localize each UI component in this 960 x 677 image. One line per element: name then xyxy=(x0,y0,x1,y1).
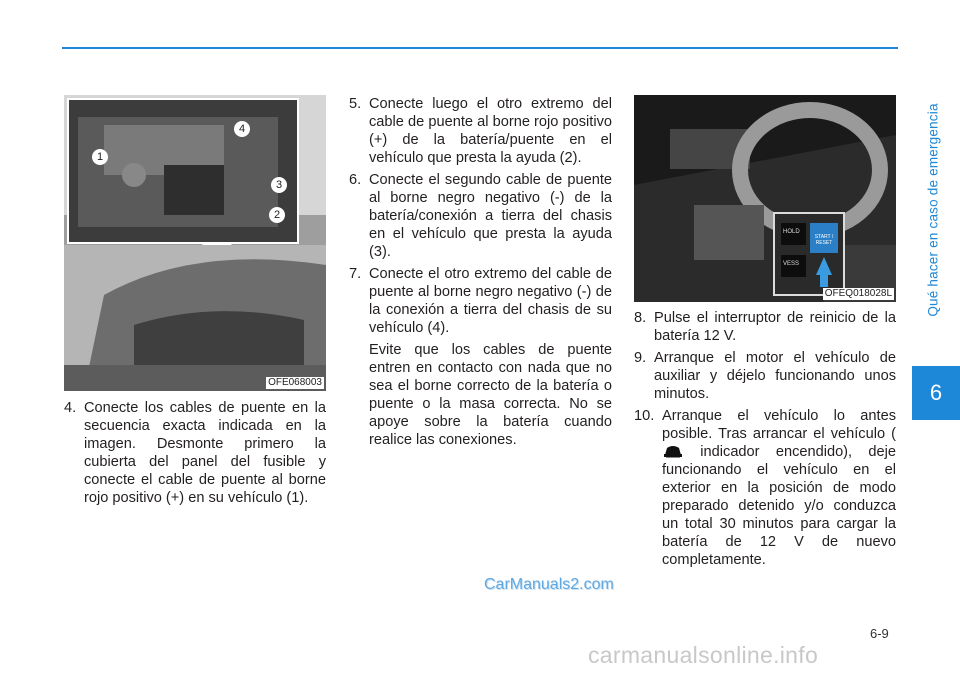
vess-button-label: VESS xyxy=(783,261,800,267)
column-3 xyxy=(634,309,896,573)
chapter-tab[interactable]: 6 xyxy=(912,366,960,420)
caution-note: Evite que los cables de puente entren en contacto con nada que no sea el borne correcto de la batería o puente o la masa correcta. No se apoye sobre la batería cuando realice las conexiones. xyxy=(369,342,612,448)
engine-bay-figure xyxy=(64,95,326,391)
column-2 xyxy=(349,95,612,449)
dashboard-figure xyxy=(634,95,896,302)
step-7: 7. Conecte el otro extremo del cable de puente al borne negro negativo (-) de la conexión a tierra del chasis de su vehículo (4). xyxy=(349,266,612,336)
step-5: 5. Conecte luego el otro extremo del cable de puente al borne rojo positivo (+) de la batería/puente en el vehículo que presta la ayuda (2). xyxy=(349,96,612,166)
dashboard-illustration xyxy=(634,95,896,302)
step-4: 4. Conecte los cables de puente en la secuencia exacta indicada en la imagen. Desmonte primero la cubierta del panel del fusible y conecte el cable de puente al borne rojo positivo (+) en su vehículo (1). xyxy=(64,400,326,506)
column-1 xyxy=(64,399,326,511)
marker-4: 4 xyxy=(234,121,250,137)
step-10: 10. Arranque el vehículo lo antes posible. Tras arrancar el vehículo ( indicador encendido), deje funcionando el vehículo en el exterior en la posición de modo preparado detenido y/o conduzca un total 30 minutos para cargar la batería de 12 V de nuevo completamente. xyxy=(634,408,896,568)
figure-code: OFE068003 xyxy=(268,377,322,388)
hold-button-label: HOLD xyxy=(783,229,800,235)
marker-1: 1 xyxy=(92,149,108,165)
section-side-title: Qué hacer en caso de emergencia xyxy=(925,103,941,317)
marker-2: 2 xyxy=(269,207,285,223)
figure-code: OFEQ018028L xyxy=(824,288,892,299)
start-reset-label: START / RESET xyxy=(814,234,834,246)
page-number: 6-9 xyxy=(870,626,889,641)
ready-indicator-icon xyxy=(662,443,684,459)
step-8: 8. Pulse el interruptor de reinicio de la batería 12 V. xyxy=(634,310,896,344)
engine-bay-illustration xyxy=(64,95,326,391)
step-9: 9. Arranque el motor el vehículo de auxiliar y déjelo funcionando unos minutos. xyxy=(634,350,896,402)
watermark-link[interactable]: CarManuals2.com xyxy=(484,576,614,593)
step-6: 6. Conecte el segundo cable de puente al borne negro negativo (-) de la batería/conexión a tierra del chasis en el vehículo que presta la ayuda (3). xyxy=(349,172,612,260)
header-rule xyxy=(62,47,898,49)
marker-3: 3 xyxy=(271,177,287,193)
bottom-watermark: carmanualsonline.info xyxy=(588,642,819,668)
